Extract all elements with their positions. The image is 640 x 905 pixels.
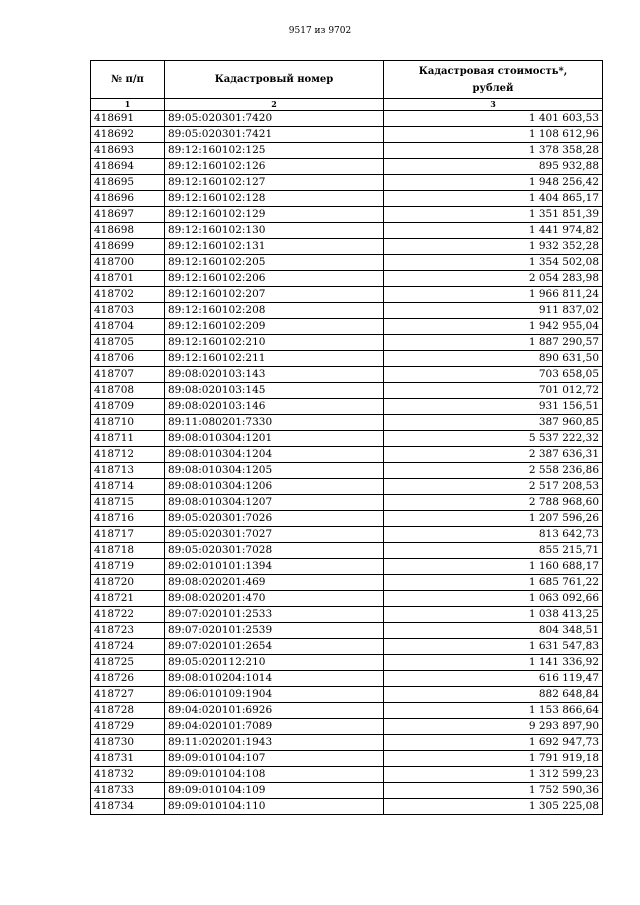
cadastral-number-cell: 89:12:160102:130 bbox=[165, 223, 384, 239]
row-number-cell: 418732 bbox=[91, 767, 165, 783]
cadastral-number-cell: 89:08:010304:1204 bbox=[165, 447, 384, 463]
table-row bbox=[91, 175, 603, 191]
row-number-cell: 418705 bbox=[91, 335, 165, 351]
cadastral-number-cell: 89:12:160102:210 bbox=[165, 335, 384, 351]
table-row bbox=[91, 687, 603, 703]
cadastral-value-cell: 1 887 290,57 bbox=[384, 335, 603, 351]
table-row bbox=[91, 783, 603, 799]
cadastral-number-cell: 89:12:160102:208 bbox=[165, 303, 384, 319]
row-number-cell: 418692 bbox=[91, 127, 165, 143]
table-row bbox=[91, 623, 603, 639]
cadastral-value-cell: 2 387 636,31 bbox=[384, 447, 603, 463]
row-number-cell: 418706 bbox=[91, 351, 165, 367]
row-number-cell: 418723 bbox=[91, 623, 165, 639]
cadastral-number-cell: 89:09:010104:107 bbox=[165, 751, 384, 767]
cadastral-number-cell: 89:04:020101:6926 bbox=[165, 703, 384, 719]
table-row bbox=[91, 415, 603, 431]
row-number-cell: 418691 bbox=[91, 111, 165, 127]
table-row bbox=[91, 575, 603, 591]
cadastral-number-cell: 89:05:020301:7420 bbox=[165, 111, 384, 127]
table-row bbox=[91, 607, 603, 623]
row-number-cell: 418702 bbox=[91, 287, 165, 303]
row-number-cell: 418731 bbox=[91, 751, 165, 767]
table-row bbox=[91, 223, 603, 239]
cadastral-value-cell: 1 305 225,08 bbox=[384, 799, 603, 815]
cadastral-number-cell: 89:05:020301:7026 bbox=[165, 511, 384, 527]
row-number-cell: 418729 bbox=[91, 719, 165, 735]
header-cadastral-number: Кадастровый номер bbox=[165, 61, 384, 99]
cadastral-number-cell: 89:04:020101:7089 bbox=[165, 719, 384, 735]
cadastral-value-cell: 1 791 919,18 bbox=[384, 751, 603, 767]
cadastral-value-cell: 2 788 968,60 bbox=[384, 495, 603, 511]
row-number-cell: 418720 bbox=[91, 575, 165, 591]
cadastral-value-cell: 1 351 851,39 bbox=[384, 207, 603, 223]
row-number-cell: 418707 bbox=[91, 367, 165, 383]
table-row bbox=[91, 559, 603, 575]
header-cadastral-value-line1: Кадастровая стоимость*, bbox=[418, 65, 568, 77]
column-index-2: 2 bbox=[165, 99, 384, 111]
row-number-cell: 418701 bbox=[91, 271, 165, 287]
cadastral-number-cell: 89:12:160102:209 bbox=[165, 319, 384, 335]
cadastral-number-cell: 89:08:010304:1201 bbox=[165, 431, 384, 447]
cadastral-value-cell: 1 631 547,83 bbox=[384, 639, 603, 655]
table-row bbox=[91, 799, 603, 815]
cadastral-value-cell: 1 063 092,66 bbox=[384, 591, 603, 607]
cadastral-number-cell: 89:08:010204:1014 bbox=[165, 671, 384, 687]
cadastral-number-cell: 89:11:080201:7330 bbox=[165, 415, 384, 431]
cadastral-number-cell: 89:06:010109:1904 bbox=[165, 687, 384, 703]
cadastral-number-cell: 89:12:160102:211 bbox=[165, 351, 384, 367]
cadastral-value-cell: 1 692 947,73 bbox=[384, 735, 603, 751]
cadastral-value-cell: 2 054 283,98 bbox=[384, 271, 603, 287]
header-cadastral-value-line2: рублей bbox=[472, 82, 514, 94]
cadastral-value-cell: 1 354 502,08 bbox=[384, 255, 603, 271]
cadastral-value-cell: 1 207 596,26 bbox=[384, 511, 603, 527]
header-cadastral-value bbox=[384, 61, 603, 99]
cadastral-value-cell: 1 038 413,25 bbox=[384, 607, 603, 623]
table-row bbox=[91, 271, 603, 287]
table-row bbox=[91, 351, 603, 367]
table-header-row bbox=[91, 61, 603, 99]
table-row bbox=[91, 511, 603, 527]
cadastral-number-cell: 89:12:160102:206 bbox=[165, 271, 384, 287]
cadastral-number-cell: 89:12:160102:126 bbox=[165, 159, 384, 175]
table-row bbox=[91, 703, 603, 719]
cadastral-value-cell: 703 658,05 bbox=[384, 367, 603, 383]
table-row bbox=[91, 767, 603, 783]
table-row bbox=[91, 431, 603, 447]
cadastral-number-cell: 89:07:020101:2539 bbox=[165, 623, 384, 639]
cadastral-number-cell: 89:08:020201:469 bbox=[165, 575, 384, 591]
header-row-number: № п/п bbox=[91, 61, 165, 99]
table-row bbox=[91, 303, 603, 319]
cadastral-number-cell: 89:05:020301:7027 bbox=[165, 527, 384, 543]
cadastral-number-cell: 89:07:020101:2533 bbox=[165, 607, 384, 623]
table-row bbox=[91, 479, 603, 495]
cadastral-number-cell: 89:08:020103:146 bbox=[165, 399, 384, 415]
cadastral-number-cell: 89:08:010304:1205 bbox=[165, 463, 384, 479]
row-number-cell: 418726 bbox=[91, 671, 165, 687]
table-row bbox=[91, 159, 603, 175]
cadastral-number-cell: 89:11:020201:1943 bbox=[165, 735, 384, 751]
row-number-cell: 418694 bbox=[91, 159, 165, 175]
cadastral-number-cell: 89:08:010304:1207 bbox=[165, 495, 384, 511]
cadastral-value-cell: 882 648,84 bbox=[384, 687, 603, 703]
table-row bbox=[91, 383, 603, 399]
row-number-cell: 418704 bbox=[91, 319, 165, 335]
cadastral-value-cell: 2 517 208,53 bbox=[384, 479, 603, 495]
cadastral-value-cell: 701 012,72 bbox=[384, 383, 603, 399]
row-number-cell: 418696 bbox=[91, 191, 165, 207]
cadastral-value-cell: 1 153 866,64 bbox=[384, 703, 603, 719]
cadastral-number-cell: 89:07:020101:2654 bbox=[165, 639, 384, 655]
row-number-cell: 418727 bbox=[91, 687, 165, 703]
table-row bbox=[91, 719, 603, 735]
row-number-cell: 418722 bbox=[91, 607, 165, 623]
row-number-cell: 418700 bbox=[91, 255, 165, 271]
cadastral-value-cell: 5 537 222,32 bbox=[384, 431, 603, 447]
row-number-cell: 418725 bbox=[91, 655, 165, 671]
table-row bbox=[91, 239, 603, 255]
row-number-cell: 418724 bbox=[91, 639, 165, 655]
cadastral-number-cell: 89:08:020201:470 bbox=[165, 591, 384, 607]
cadastral-value-cell: 1 378 358,28 bbox=[384, 143, 603, 159]
cadastral-number-cell: 89:05:020301:7028 bbox=[165, 543, 384, 559]
cadastral-value-cell: 1 312 599,23 bbox=[384, 767, 603, 783]
cadastral-value-cell: 387 960,85 bbox=[384, 415, 603, 431]
row-number-cell: 418693 bbox=[91, 143, 165, 159]
row-number-cell: 418734 bbox=[91, 799, 165, 815]
row-number-cell: 418712 bbox=[91, 447, 165, 463]
row-number-cell: 418717 bbox=[91, 527, 165, 543]
cadastral-number-cell: 89:12:160102:205 bbox=[165, 255, 384, 271]
row-number-cell: 418733 bbox=[91, 783, 165, 799]
cadastral-number-cell: 89:09:010104:110 bbox=[165, 799, 384, 815]
cadastral-value-cell: 813 642,73 bbox=[384, 527, 603, 543]
cadastral-value-cell: 931 156,51 bbox=[384, 399, 603, 415]
cadastral-value-cell: 1 942 955,04 bbox=[384, 319, 603, 335]
table-row bbox=[91, 463, 603, 479]
row-number-cell: 418708 bbox=[91, 383, 165, 399]
row-number-cell: 418703 bbox=[91, 303, 165, 319]
column-index-1: 1 bbox=[91, 99, 165, 111]
cadastral-number-cell: 89:12:160102:129 bbox=[165, 207, 384, 223]
table-row bbox=[91, 671, 603, 687]
table-row bbox=[91, 639, 603, 655]
table-row bbox=[91, 543, 603, 559]
table-row bbox=[91, 143, 603, 159]
table-row bbox=[91, 287, 603, 303]
table-row bbox=[91, 319, 603, 335]
table-row bbox=[91, 255, 603, 271]
table-row bbox=[91, 191, 603, 207]
table-row bbox=[91, 447, 603, 463]
cadastral-number-cell: 89:08:020103:143 bbox=[165, 367, 384, 383]
cadastral-value-table bbox=[90, 60, 603, 815]
row-number-cell: 418695 bbox=[91, 175, 165, 191]
cadastral-number-cell: 89:08:020103:145 bbox=[165, 383, 384, 399]
cadastral-value-cell: 1 108 612,96 bbox=[384, 127, 603, 143]
column-index-3: 3 bbox=[384, 99, 603, 111]
table-row bbox=[91, 751, 603, 767]
cadastral-value-cell: 895 932,88 bbox=[384, 159, 603, 175]
cadastral-number-cell: 89:09:010104:108 bbox=[165, 767, 384, 783]
table-row bbox=[91, 111, 603, 127]
cadastral-value-cell: 2 558 236,86 bbox=[384, 463, 603, 479]
cadastral-value-cell: 1 966 811,24 bbox=[384, 287, 603, 303]
table-row bbox=[91, 335, 603, 351]
row-number-cell: 418713 bbox=[91, 463, 165, 479]
cadastral-value-cell: 1 752 590,36 bbox=[384, 783, 603, 799]
cadastral-value-cell: 1 948 256,42 bbox=[384, 175, 603, 191]
cadastral-number-cell: 89:12:160102:128 bbox=[165, 191, 384, 207]
cadastral-number-cell: 89:09:010104:109 bbox=[165, 783, 384, 799]
cadastral-value-cell: 1 685 761,22 bbox=[384, 575, 603, 591]
table-row bbox=[91, 495, 603, 511]
cadastral-value-cell: 9 293 897,90 bbox=[384, 719, 603, 735]
page-number-header: 9517 из 9702 bbox=[288, 26, 352, 36]
cadastral-value-cell: 1 160 688,17 bbox=[384, 559, 603, 575]
row-number-cell: 418719 bbox=[91, 559, 165, 575]
cadastral-number-cell: 89:12:160102:125 bbox=[165, 143, 384, 159]
table-row bbox=[91, 207, 603, 223]
table-row bbox=[91, 735, 603, 751]
cadastral-number-cell: 89:12:160102:131 bbox=[165, 239, 384, 255]
cadastral-value-cell: 911 837,02 bbox=[384, 303, 603, 319]
row-number-cell: 418699 bbox=[91, 239, 165, 255]
cadastral-number-cell: 89:05:020112:210 bbox=[165, 655, 384, 671]
row-number-cell: 418718 bbox=[91, 543, 165, 559]
cadastral-value-cell: 855 215,71 bbox=[384, 543, 603, 559]
row-number-cell: 418709 bbox=[91, 399, 165, 415]
cadastral-value-cell: 804 348,51 bbox=[384, 623, 603, 639]
row-number-cell: 418711 bbox=[91, 431, 165, 447]
cadastral-value-cell: 1 404 865,17 bbox=[384, 191, 603, 207]
row-number-cell: 418716 bbox=[91, 511, 165, 527]
row-number-cell: 418728 bbox=[91, 703, 165, 719]
cadastral-number-cell: 89:05:020301:7421 bbox=[165, 127, 384, 143]
table-row bbox=[91, 655, 603, 671]
row-number-cell: 418714 bbox=[91, 479, 165, 495]
table-row bbox=[91, 127, 603, 143]
cadastral-number-cell: 89:12:160102:127 bbox=[165, 175, 384, 191]
cadastral-value-cell: 1 401 603,53 bbox=[384, 111, 603, 127]
cadastral-value-cell: 1 932 352,28 bbox=[384, 239, 603, 255]
cadastral-number-cell: 89:02:010101:1394 bbox=[165, 559, 384, 575]
cadastral-number-cell: 89:08:010304:1206 bbox=[165, 479, 384, 495]
cadastral-value-cell: 616 119,47 bbox=[384, 671, 603, 687]
cadastral-number-cell: 89:12:160102:207 bbox=[165, 287, 384, 303]
table-row bbox=[91, 527, 603, 543]
table-body bbox=[91, 111, 603, 815]
row-number-cell: 418710 bbox=[91, 415, 165, 431]
table-row bbox=[91, 399, 603, 415]
row-number-cell: 418715 bbox=[91, 495, 165, 511]
table-row bbox=[91, 591, 603, 607]
row-number-cell: 418730 bbox=[91, 735, 165, 751]
column-index-row bbox=[91, 99, 603, 111]
cadastral-value-cell: 1 141 336,92 bbox=[384, 655, 603, 671]
row-number-cell: 418698 bbox=[91, 223, 165, 239]
table-row bbox=[91, 367, 603, 383]
row-number-cell: 418721 bbox=[91, 591, 165, 607]
row-number-cell: 418697 bbox=[91, 207, 165, 223]
cadastral-value-cell: 1 441 974,82 bbox=[384, 223, 603, 239]
cadastral-value-cell: 890 631,50 bbox=[384, 351, 603, 367]
